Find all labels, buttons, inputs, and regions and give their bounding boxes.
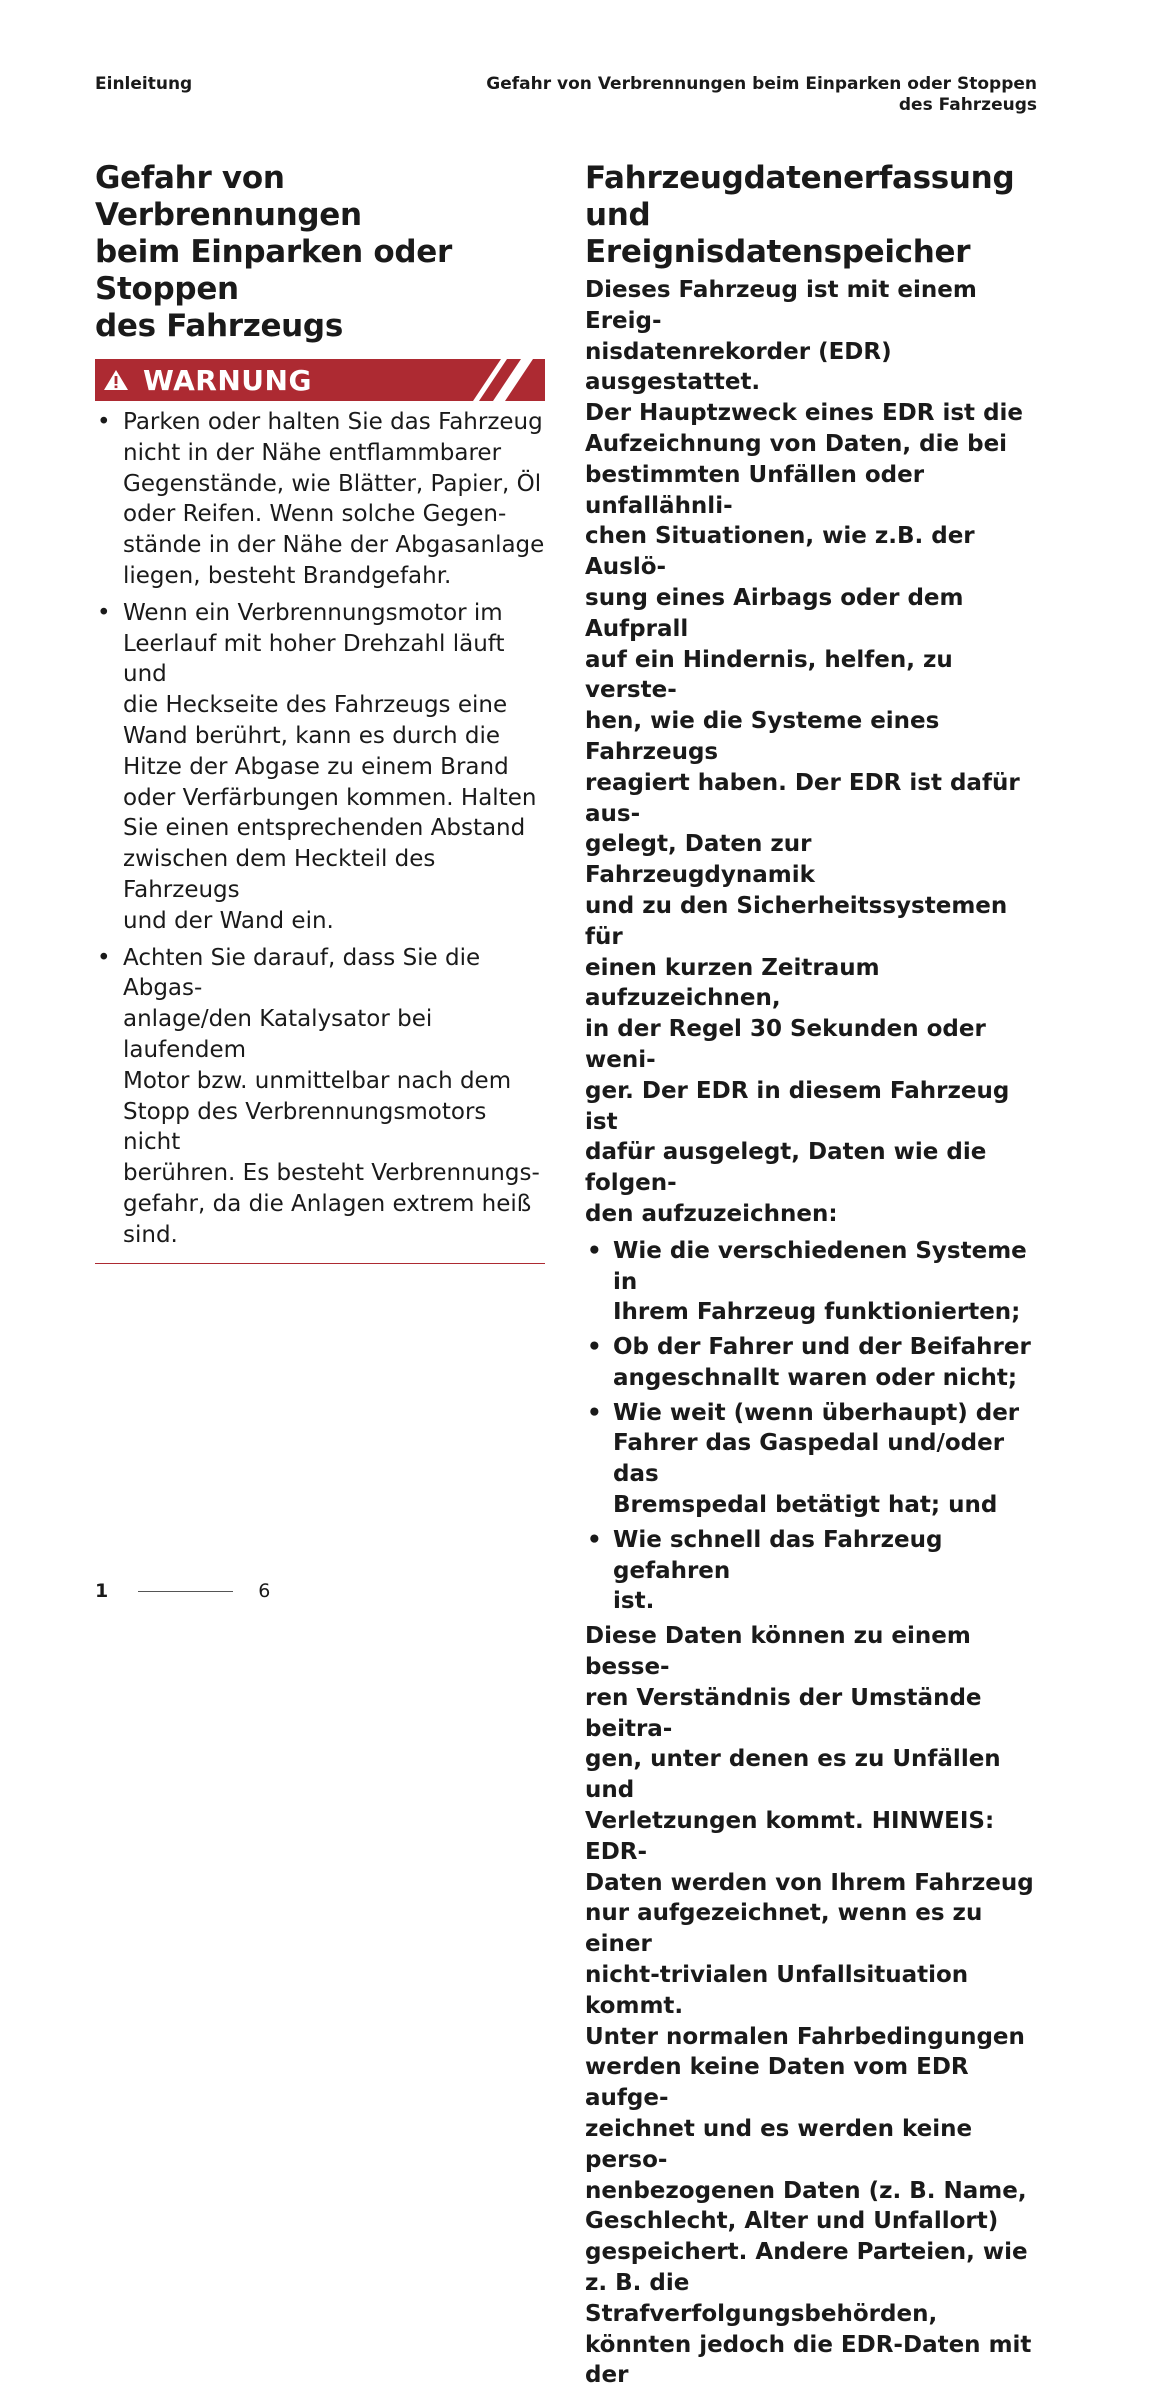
outro-paragraph: Diese Daten können zu einem besse- ren Verständnis der Umstände beitra- gen, unter denen es zu Unfällen und Verletzungen kommt. HINWEIS: EDR- Daten werden von Ihrem Fahrzeug nur aufgezeichnet, wenn es zu einer nicht-trivialen Unfallsituation kommt. Unter normalen Fahrbedingungen werden keine Daten vom EDR aufge- zeichnet und es werden keine perso- nenbezogenen Daten (z. B. Name, Geschlecht, Alter und Unfallort) gespeichert. Andere Parteien, wie z. B. die Strafverfolgungsbehörden, könnten jedoch die EDR-Daten mit der: [585, 1623, 1034, 2389]
intro-paragraph: Dieses Fahrzeug ist mit einem Ereig- nisdatenrekorder (EDR) ausgestattet. Der Hauptzweck eines EDR ist die Aufzeichnung von Daten, die bei bestimmten Unfällen oder unfallähnli- chen Situationen, wie z.B. der Auslö- sung eines Airbags oder dem Aufprall auf ein Hindernis, helfen, zu verste- hen, wie die Systeme eines Fahrzeugs reagiert haben. Der EDR ist dafür aus- gelegt, Daten zur Fahrzeugdynamik und zu den Sicherheitssystemen für einen kurzen Zeitraum aufzuzeichnen, in der Regel 30 Sekunden oder weni- ger. Der EDR in diesem Fahrzeug ist dafür ausgelegt, Daten wie die folgen- den aufzuzeichnen:: [585, 277, 1024, 1227]
section-title: Fahrzeugdatenerfassung und Ereignisdatenspeicher: [585, 160, 1015, 270]
section-title: Gefahr von Verbrennungen beim Einparken oder Stoppen des Fahrzeugs: [95, 160, 452, 344]
list-item: • Achten Sie darauf, dass Sie die Abgas- anlage/den Katalysator bei laufendem Motor bzw. unmittelbar nach dem Stopp des Verbrennungsmotors nicht berühren. Es besteht Verbrennungs- gefahr, da die Anlagen extrem heiß sind.: [95, 943, 545, 1251]
header-chapter: Gefahr von Verbrennungen beim Einparken oder Stoppen des Fahrzeugs: [486, 74, 1037, 115]
warning-triangle-icon: [103, 369, 129, 391]
warning-stripes-icon: [465, 359, 545, 401]
list-item: • Ob der Fahrer und der Beifahrer angeschnallt waren oder nicht;: [585, 1332, 1045, 1394]
warning-banner: [95, 359, 545, 401]
footer-divider: [138, 1591, 233, 1592]
warning-end-rule: [95, 1263, 545, 1264]
chapter-number: 1: [95, 1580, 109, 1602]
warning-list: [95, 407, 545, 1251]
right-column: [585, 160, 1045, 2391]
warning-label: WARNUNG: [143, 363, 312, 397]
page-footer: [95, 1580, 270, 1602]
page-number: 6: [258, 1580, 271, 1602]
header-section: Einleitung: [95, 74, 193, 94]
list-item: • Wie schnell das Fahrzeug gefahren ist.: [585, 1525, 1045, 1617]
list-item: • Wenn ein Verbrennungsmotor im Leerlauf mit hoher Drehzahl läuft und die Heckseite des Fahrzeugs eine Wand berührt, kann es durch die Hitze der Abgase zu einem Brand oder Verfärbungen kommen. Halten Sie einen entsprechenden Abstand zwischen dem Heckteil des Fahrzeugs und der Wand ein.: [95, 598, 545, 937]
list-item: • Wie die verschiedenen Systeme in Ihrem Fahrzeug funktionierten;: [585, 1236, 1045, 1328]
list-item: • Wie weit (wenn überhaupt) der Fahrer das Gaspedal und/oder das Bremspedal betätigt hat; und: [585, 1398, 1045, 1521]
left-column: [95, 160, 545, 1264]
list-item: • Parken oder halten Sie das Fahrzeug nicht in der Nähe entflammbarer Gegenstände, wie Blätter, Papier, Öl oder Reifen. Wenn solche Gegen- stände in der Nähe der Abgasanlage liegen, besteht Brandgefahr.: [95, 407, 545, 592]
edr-list: [585, 1236, 1045, 1618]
